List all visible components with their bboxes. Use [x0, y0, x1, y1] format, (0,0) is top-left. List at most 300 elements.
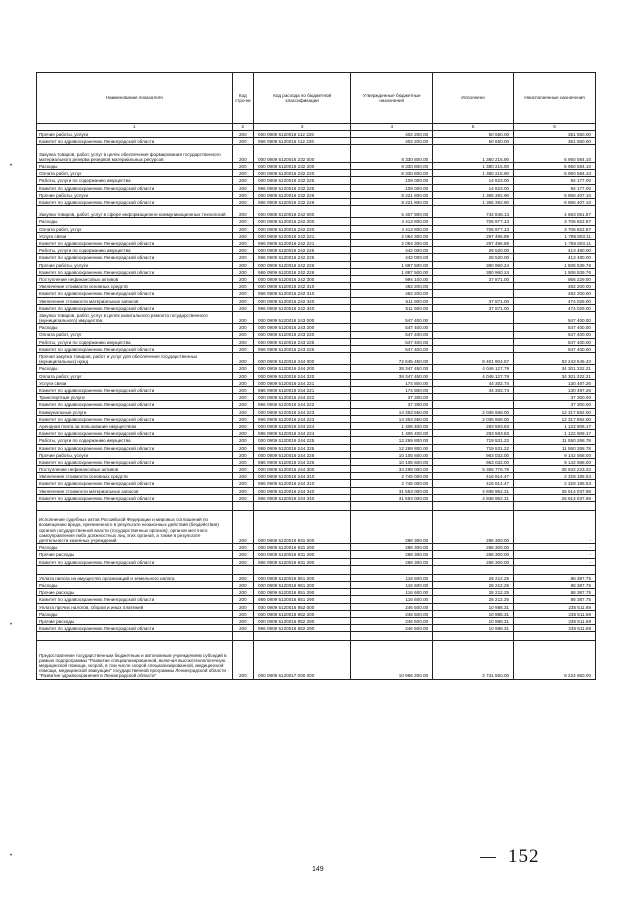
cell-remaining: 26 614 037.69: [514, 494, 596, 501]
cell-indicator-name: Расходы: [37, 544, 233, 551]
cell-executed: 50 650.00: [433, 131, 514, 138]
margin-mark: •: [10, 622, 13, 628]
cell-executed: 28 212.25: [433, 596, 514, 603]
cell-budget-code: 000 0909 5120016 242 225: [254, 247, 351, 254]
cell-line-code: 200: [232, 430, 254, 437]
cell-executed: [433, 324, 514, 331]
cell-approved: 14 353 550.00: [351, 408, 433, 415]
table-row: [37, 551, 596, 558]
cell-remaining: 9 142 568.00: [514, 458, 596, 465]
cell-executed: 1 365 392.90: [433, 198, 514, 205]
cell-executed: 963 032.00: [433, 458, 514, 465]
cell-executed: 10 988.31: [433, 610, 514, 617]
cell-indicator-name: Увеличение стоимости материальных запасов: [37, 487, 233, 494]
cell-executed: 44 302.74: [433, 379, 514, 386]
column-number: 4: [351, 124, 433, 131]
cell-remaining: 88 387.75: [514, 574, 596, 581]
cell-executed: 37 871.00: [433, 297, 514, 304]
cell-line-code: [232, 502, 254, 511]
table-row: [37, 574, 596, 581]
cell-executed: 4 938 962.31: [433, 494, 514, 501]
cell-remaining: 130 497.26: [514, 387, 596, 394]
cell-indicator-name: Комитет по здравоохранению Ленинградской области: [37, 458, 233, 465]
column-number-row: [37, 124, 596, 131]
table-row: [37, 254, 596, 261]
cell-budget-code: 986 0909 5120016 831 290: [254, 558, 351, 565]
cell-budget-code: 000 0909 5120016 242 221: [254, 232, 351, 239]
page-number: 149: [312, 866, 324, 873]
cell-approved: 4 413 800.00: [351, 225, 433, 232]
cell-executed: 28 212.25: [433, 574, 514, 581]
cell-indicator-name: Расходы: [37, 610, 233, 617]
cell-indicator-name: Расходы: [37, 324, 233, 331]
cell-indicator-name: Комитет по здравоохранению Ленинградской области: [37, 444, 233, 451]
cell-approved: 34 298 000.00: [351, 466, 433, 473]
cell-remaining: 11 550 268.78: [514, 444, 596, 451]
cell-indicator-name: Увеличение стоимости основных средств: [37, 283, 233, 290]
cell-executed: 50 650.00: [433, 138, 514, 145]
table-row: [37, 458, 596, 465]
cell-line-code: 200: [232, 394, 254, 401]
cell-budget-code: [254, 502, 351, 511]
cell-remaining: 12 317 882.00: [514, 408, 596, 415]
cell-executed: 10 988.31: [433, 625, 514, 632]
cell-line-code: 200: [232, 170, 254, 177]
table-row: [37, 324, 596, 331]
cell-budget-code: 986 0909 5120016 242 226: [254, 268, 351, 275]
cell-budget-code: 000 0909 5120016 244 300: [254, 466, 351, 473]
cell-remaining: [514, 632, 596, 641]
cell-line-code: 200: [232, 408, 254, 415]
cell-line-code: 200: [232, 268, 254, 275]
cell-indicator-name: Увеличение стоимости материальных запасов: [37, 297, 233, 304]
table-row: [37, 177, 596, 184]
cell-line-code: 200: [232, 232, 254, 239]
cell-line-code: 200: [232, 387, 254, 394]
cell-indicator-name: Услуги связи: [37, 379, 233, 386]
table-row: [37, 311, 596, 323]
cell-budget-code: 000 0909 5120016 852 000: [254, 603, 351, 610]
cell-executed: [433, 565, 514, 574]
cell-executed: 719 531.22: [433, 444, 514, 451]
cell-executed: 44 302.74: [433, 387, 514, 394]
cell-remaining: 2 328 185.53: [514, 473, 596, 480]
cell-budget-code: 000 0909 5120016 852 290: [254, 617, 351, 624]
cell-budget-code: [254, 565, 351, 574]
cell-remaining: 9 142 568.00: [514, 451, 596, 458]
cell-indicator-name: Прочие работы, услуги: [37, 191, 233, 198]
cell-approved: 511 900.00: [351, 297, 433, 304]
cell-budget-code: 986 0909 5120016 242 340: [254, 304, 351, 311]
cell-approved: 174 800.00: [351, 379, 433, 386]
cell-remaining: 11 550 268.78: [514, 437, 596, 444]
cell-remaining: [514, 502, 596, 511]
cell-line-code: [232, 565, 254, 574]
cell-line-code: 200: [232, 240, 254, 247]
cell-line-code: 200: [232, 617, 254, 624]
cell-line-code: 200: [232, 422, 254, 429]
cell-executed: [433, 290, 514, 297]
table-row: [37, 589, 596, 596]
cell-line-code: 200: [232, 494, 254, 501]
cell-indicator-name: Поступление нефинансовых активов: [37, 466, 233, 473]
cell-line-code: 200: [232, 625, 254, 632]
cell-budget-code: 986 0909 5120016 244 310: [254, 480, 351, 487]
cell-indicator-name: Комитет по здравоохранению Ленинградской области: [37, 430, 233, 437]
table-row: [37, 610, 596, 617]
cell-line-code: 200: [232, 641, 254, 679]
cell-remaining: 3 706 822.87: [514, 218, 596, 225]
margin-mark: •: [10, 853, 13, 859]
spacer-row: [37, 502, 596, 511]
cell-line-code: 200: [232, 353, 254, 365]
cell-line-code: 200: [232, 596, 254, 603]
cell-line-code: 200: [232, 372, 254, 379]
cell-budget-code: 000 0909 5120016 232 200: [254, 162, 351, 169]
cell-approved: 246 500.00: [351, 610, 433, 617]
cell-executed: 963 032.00: [433, 451, 514, 458]
table-row: [37, 379, 596, 386]
cell-remaining: 88 387.75: [514, 589, 596, 596]
cell-executed: 1 380 215.90: [433, 170, 514, 177]
cell-executed: [433, 338, 514, 345]
cell-executed: 1 365 392.90: [433, 191, 514, 198]
cell-approved: 1 887 500.00: [351, 261, 433, 268]
cell-budget-code: 986 0909 5120016 244 225: [254, 444, 351, 451]
cell-remaining: 547 400.00: [514, 311, 596, 323]
cell-executed: 706 977.13: [433, 225, 514, 232]
cell-budget-code: 986 0909 5120016 242 225: [254, 254, 351, 261]
cell-line-code: 200: [232, 458, 254, 465]
column-number: 5: [433, 124, 514, 131]
cell-line-code: 200: [232, 247, 254, 254]
cell-executed: 14 623.00: [433, 177, 514, 184]
cell-indicator-name: Прочие расходы: [37, 617, 233, 624]
cell-remaining: 2 328 185.53: [514, 480, 596, 487]
cell-remaining: -: [514, 558, 596, 565]
cell-indicator-name: Комитет по здравоохранению Ленинградской области: [37, 596, 233, 603]
cell-indicator-name: Расходы: [37, 581, 233, 588]
cell-budget-code: 000 0909 5120016 831 000: [254, 511, 351, 544]
table-row: [37, 345, 596, 352]
cell-line-code: 200: [232, 206, 254, 218]
cell-indicator-name: Прочие работы, услуги: [37, 451, 233, 458]
table-row: [37, 198, 596, 205]
cell-approved: 8 330 800.00: [351, 162, 433, 169]
cell-indicator-name: Уплата прочих налогов, сборов и иных платежей: [37, 603, 233, 610]
cell-budget-code: 000 0909 5120016 242 000: [254, 206, 351, 218]
column-number: 1: [37, 124, 233, 131]
cell-indicator-name: Комитет по здравоохранению Ленинградской области: [37, 480, 233, 487]
cell-budget-code: 000 0909 5120016 851 200: [254, 581, 351, 588]
cell-line-code: 200: [232, 581, 254, 588]
budget-execution-table: [36, 72, 596, 680]
cell-indicator-name: Комитет по здравоохранению Ленинградской области: [37, 401, 233, 408]
cell-indicator-name: Комитет по здравоохранению Ленинградской области: [37, 625, 233, 632]
cell-indicator-name: Оплата работ, услуг: [37, 372, 233, 379]
cell-indicator-name: Комитет по здравоохранению Ленинградской области: [37, 240, 233, 247]
cell-indicator-name: Оплата работ, услуг: [37, 331, 233, 338]
table-row: [37, 138, 596, 145]
cell-approved: 37 300.00: [351, 401, 433, 408]
cell-remaining: 235 511.69: [514, 610, 596, 617]
cell-approved: 10 966 200.00: [351, 641, 433, 679]
cell-budget-code: 000 0909 5120016 244 310: [254, 473, 351, 480]
table-row: [37, 247, 596, 254]
cell-executed: 28 212.25: [433, 581, 514, 588]
table-row: [37, 170, 596, 177]
cell-remaining: 547 400.00: [514, 324, 596, 331]
cell-indicator-name: Расходы: [37, 162, 233, 169]
column-number: 2: [232, 124, 254, 131]
cell-line-code: 200: [232, 610, 254, 617]
cell-budget-code: 000 0909 5120016 242 310: [254, 283, 351, 290]
cell-approved: 10 105 600.00: [351, 451, 433, 458]
cell-remaining: 12 317 882.00: [514, 415, 596, 422]
cell-remaining: 413 480.00: [514, 247, 596, 254]
cell-remaining: 37 300.00: [514, 401, 596, 408]
cell-indicator-name: Закупка товаров, работ, услуг в сфере информационно-коммуникационных технологий: [37, 206, 233, 218]
cell-remaining: 956 229.00: [514, 275, 596, 282]
cell-budget-code: 000 0909 5120016 243 220: [254, 331, 351, 338]
cell-executed: [433, 283, 514, 290]
table-row: [37, 480, 596, 487]
cell-indicator-name: Комитет по здравоохранению Ленинградской области: [37, 558, 233, 565]
table-header-row: [37, 73, 596, 124]
cell-indicator-name: Арендная плата за пользование имуществом: [37, 422, 233, 429]
cell-budget-code: 986 0909 5120016 244 224: [254, 430, 351, 437]
cell-line-code: 200: [232, 338, 254, 345]
table-row: [37, 430, 596, 437]
cell-executed: 744 848.13: [433, 206, 514, 218]
cell-indicator-name: Комитет по здравоохранению Ленинградской области: [37, 268, 233, 275]
cell-line-code: 200: [232, 451, 254, 458]
cell-line-code: 200: [232, 574, 254, 581]
cell-remaining: 413 480.00: [514, 254, 596, 261]
cell-remaining: 37 300.00: [514, 394, 596, 401]
cell-budget-code: 000 0909 5120016 242 220: [254, 225, 351, 232]
cell-approved: 1 406 400.00: [351, 430, 433, 437]
cell-line-code: 200: [232, 558, 254, 565]
table-row: [37, 338, 596, 345]
cell-approved: 2 084 300.00: [351, 240, 433, 247]
table-row: [37, 444, 596, 451]
cell-budget-code: 000 0909 5120016 232 220: [254, 170, 351, 177]
cell-line-code: 200: [232, 283, 254, 290]
cell-budget-code: 986 0909 5120016 244 223: [254, 415, 351, 422]
header-indicator-name: Наименование показателя: [37, 73, 233, 124]
cell-indicator-name: Комитет по здравоохранению Ленинградской области: [37, 415, 233, 422]
cell-remaining: 6 950 584.10: [514, 145, 596, 163]
cell-executed: [433, 401, 514, 408]
table-row: [37, 511, 596, 544]
cell-executed: 2 741 550.00: [433, 641, 514, 679]
cell-line-code: 200: [232, 131, 254, 138]
cell-line-code: 200: [232, 331, 254, 338]
table-body: [37, 131, 596, 680]
cell-executed: 416 814.47: [433, 480, 514, 487]
cell-line-code: 200: [232, 415, 254, 422]
cell-remaining: 1 786 803.11: [514, 232, 596, 239]
spacer-row: [37, 632, 596, 641]
cell-remaining: 26 614 037.69: [514, 487, 596, 494]
cell-remaining: 351 550.00: [514, 131, 596, 138]
cell-approved: 38 347 450.00: [351, 372, 433, 379]
table-row: [37, 603, 596, 610]
table-row: [37, 206, 596, 218]
table-row: [37, 191, 596, 198]
cell-approved: 547 400.00: [351, 331, 433, 338]
cell-approved: 402 200.00: [351, 138, 433, 145]
cell-line-code: 200: [232, 589, 254, 596]
cell-approved: [351, 632, 433, 641]
cell-approved: 37 300.00: [351, 394, 433, 401]
cell-indicator-name: Работы, услуги по содержанию имущества: [37, 177, 233, 184]
cell-indicator-name: Расходы: [37, 218, 233, 225]
cell-executed: 10 988.31: [433, 617, 514, 624]
cell-budget-code: 000 0909 5120016 232 226: [254, 191, 351, 198]
table-row: [37, 145, 596, 163]
cell-line-code: 200: [232, 365, 254, 372]
table-row: [37, 625, 596, 632]
cell-approved: [351, 565, 433, 574]
cell-line-code: 200: [232, 191, 254, 198]
cell-executed: 4 046 127.79: [433, 365, 514, 372]
cell-approved: 72 645 450.00: [351, 353, 433, 365]
header-approved: Утвержденные бюджетные назначения: [351, 73, 433, 124]
cell-indicator-name: Исполнение судебных актов Российской Федерации и мировых соглашений по возмещению вреда, причиненного в результате незаконных действий (бездействия) органов государственной власти (государственных органов), органов местного самоуправления либо должностных лиц этих органов, а также в результате деятельности казенных учреждений: [37, 511, 233, 544]
table-row: [37, 408, 596, 415]
table-row: [37, 466, 596, 473]
cell-approved: 31 553 000.00: [351, 487, 433, 494]
cell-remaining: 235 511.69: [514, 603, 596, 610]
cell-budget-code: 000 0909 5120016 232 225: [254, 177, 351, 184]
cell-remaining: 482 200.00: [514, 283, 596, 290]
cell-executed: 10 988.31: [433, 603, 514, 610]
cell-indicator-name: Предоставление государственным бюджетным и автономным учреждениям субсидий в рамках подпрограммы "Развитие специализированной, включая высокотехнологичную медицинской помощи, скорой, в том числе скорой специализированной, медицинской помощи, медицинской эвакуации" государственной программы Ленинградской области "Развитие здравоохранения в Ленинградской области": [37, 641, 233, 679]
cell-indicator-name: [37, 502, 233, 511]
cell-remaining: 130 497.26: [514, 379, 596, 386]
table-row: [37, 268, 596, 275]
cell-line-code: 200: [232, 290, 254, 297]
cell-indicator-name: Прочие расходы: [37, 589, 233, 596]
cell-approved: 38 347 450.00: [351, 365, 433, 372]
cell-line-code: 200: [232, 551, 254, 558]
cell-approved: 2 084 300.00: [351, 232, 433, 239]
table-row: [37, 437, 596, 444]
cell-executed: 2 035 668.00: [433, 408, 514, 415]
cell-budget-code: 000 0909 5120016 244 226: [254, 451, 351, 458]
cell-line-code: 200: [232, 145, 254, 163]
table-row: [37, 162, 596, 169]
cell-budget-code: 000 0909 5120016 851 000: [254, 574, 351, 581]
cell-approved: 2 745 000.00: [351, 473, 433, 480]
cell-remaining: 235 511.69: [514, 617, 596, 624]
cell-approved: 288 300.00: [351, 558, 433, 565]
cell-indicator-name: Комитет по здравоохранению Ленинградской области: [37, 304, 233, 311]
cell-line-code: 200: [232, 304, 254, 311]
cell-line-code: 200: [232, 177, 254, 184]
cell-executed: 1 380 215.90: [433, 145, 514, 163]
cell-indicator-name: Работы, услуги по содержанию имущества: [37, 247, 233, 254]
table-row: [37, 372, 596, 379]
cell-indicator-name: Транспортные услуги: [37, 394, 233, 401]
cell-executed: 28 520.00: [433, 247, 514, 254]
cell-indicator-name: Поступление нефинансовых активов: [37, 275, 233, 282]
cell-budget-code: 986 0909 5120016 232 225: [254, 184, 351, 191]
margin-mark: •: [10, 163, 13, 169]
cell-budget-code: 000 0909 5120016 831 290: [254, 551, 351, 558]
cell-remaining: 1 506 539.76: [514, 268, 596, 275]
cell-indicator-name: Работы, услуги по содержанию имущества: [37, 437, 233, 444]
cell-budget-code: 000 0909 5120016 244 000: [254, 353, 351, 365]
table-row: [37, 473, 596, 480]
cell-budget-code: 000 0909 5120016 851 290: [254, 589, 351, 596]
cell-budget-code: 986 0909 5120016 242 310: [254, 290, 351, 297]
cell-executed: 4 938 962.31: [433, 487, 514, 494]
cell-executed: 416 814.47: [433, 473, 514, 480]
cell-line-code: 200: [232, 544, 254, 551]
cell-approved: 116 600.00: [351, 581, 433, 588]
cell-approved: 8 221 800.00: [351, 198, 433, 205]
table-row: [37, 225, 596, 232]
cell-budget-code: 986 0909 5120016 112 226: [254, 138, 351, 145]
table-row: [37, 275, 596, 282]
cell-approved: 10 105 600.00: [351, 458, 433, 465]
cell-line-code: 200: [232, 487, 254, 494]
cell-budget-code: 000 0909 5120016 831 200: [254, 544, 351, 551]
column-number: 3: [254, 124, 351, 131]
cell-budget-code: 000 0909 5120016 244 221: [254, 379, 351, 386]
cell-line-code: 200: [232, 401, 254, 408]
cell-remaining: 547 400.00: [514, 331, 596, 338]
header-remaining: Неисполненные назначения: [514, 73, 596, 124]
cell-line-code: 200: [232, 444, 254, 451]
cell-line-code: 200: [232, 225, 254, 232]
cell-executed: [433, 311, 514, 323]
cell-approved: 246 500.00: [351, 625, 433, 632]
cell-executed: [433, 502, 514, 511]
cell-approved: 482 200.00: [351, 283, 433, 290]
cell-approved: 2 745 000.00: [351, 480, 433, 487]
cell-executed: 288 300.00: [433, 511, 514, 544]
cell-budget-code: 000 0909 5120016 112 226: [254, 131, 351, 138]
cell-indicator-name: Работы, услуги по содержанию имущества: [37, 338, 233, 345]
cell-budget-code: 986 0909 5120016 244 222: [254, 401, 351, 408]
cell-line-code: 200: [232, 311, 254, 323]
cell-remaining: -: [514, 511, 596, 544]
cell-remaining: 1 122 806.17: [514, 430, 596, 437]
cell-remaining: [514, 565, 596, 574]
cell-budget-code: 000 0909 5120016 242 340: [254, 297, 351, 304]
cell-remaining: 235 511.69: [514, 625, 596, 632]
table-row: [37, 184, 596, 191]
cell-budget-code: 986 0909 5120016 244 226: [254, 458, 351, 465]
table-row: [37, 353, 596, 365]
table-row: [37, 494, 596, 501]
cell-budget-code: 000 0909 5120016 244 223: [254, 408, 351, 415]
cell-remaining: 3 706 822.87: [514, 225, 596, 232]
cell-approved: 442 000.00: [351, 247, 433, 254]
table-row: [37, 596, 596, 603]
cell-line-code: 200: [232, 473, 254, 480]
cell-approved: 174 800.00: [351, 387, 433, 394]
cell-approved: 288 300.00: [351, 544, 433, 551]
cell-budget-code: 986 0909 5120016 244 340: [254, 494, 351, 501]
cell-approved: 12 269 800.00: [351, 437, 433, 444]
cell-line-code: 200: [232, 379, 254, 386]
table-row: [37, 415, 596, 422]
